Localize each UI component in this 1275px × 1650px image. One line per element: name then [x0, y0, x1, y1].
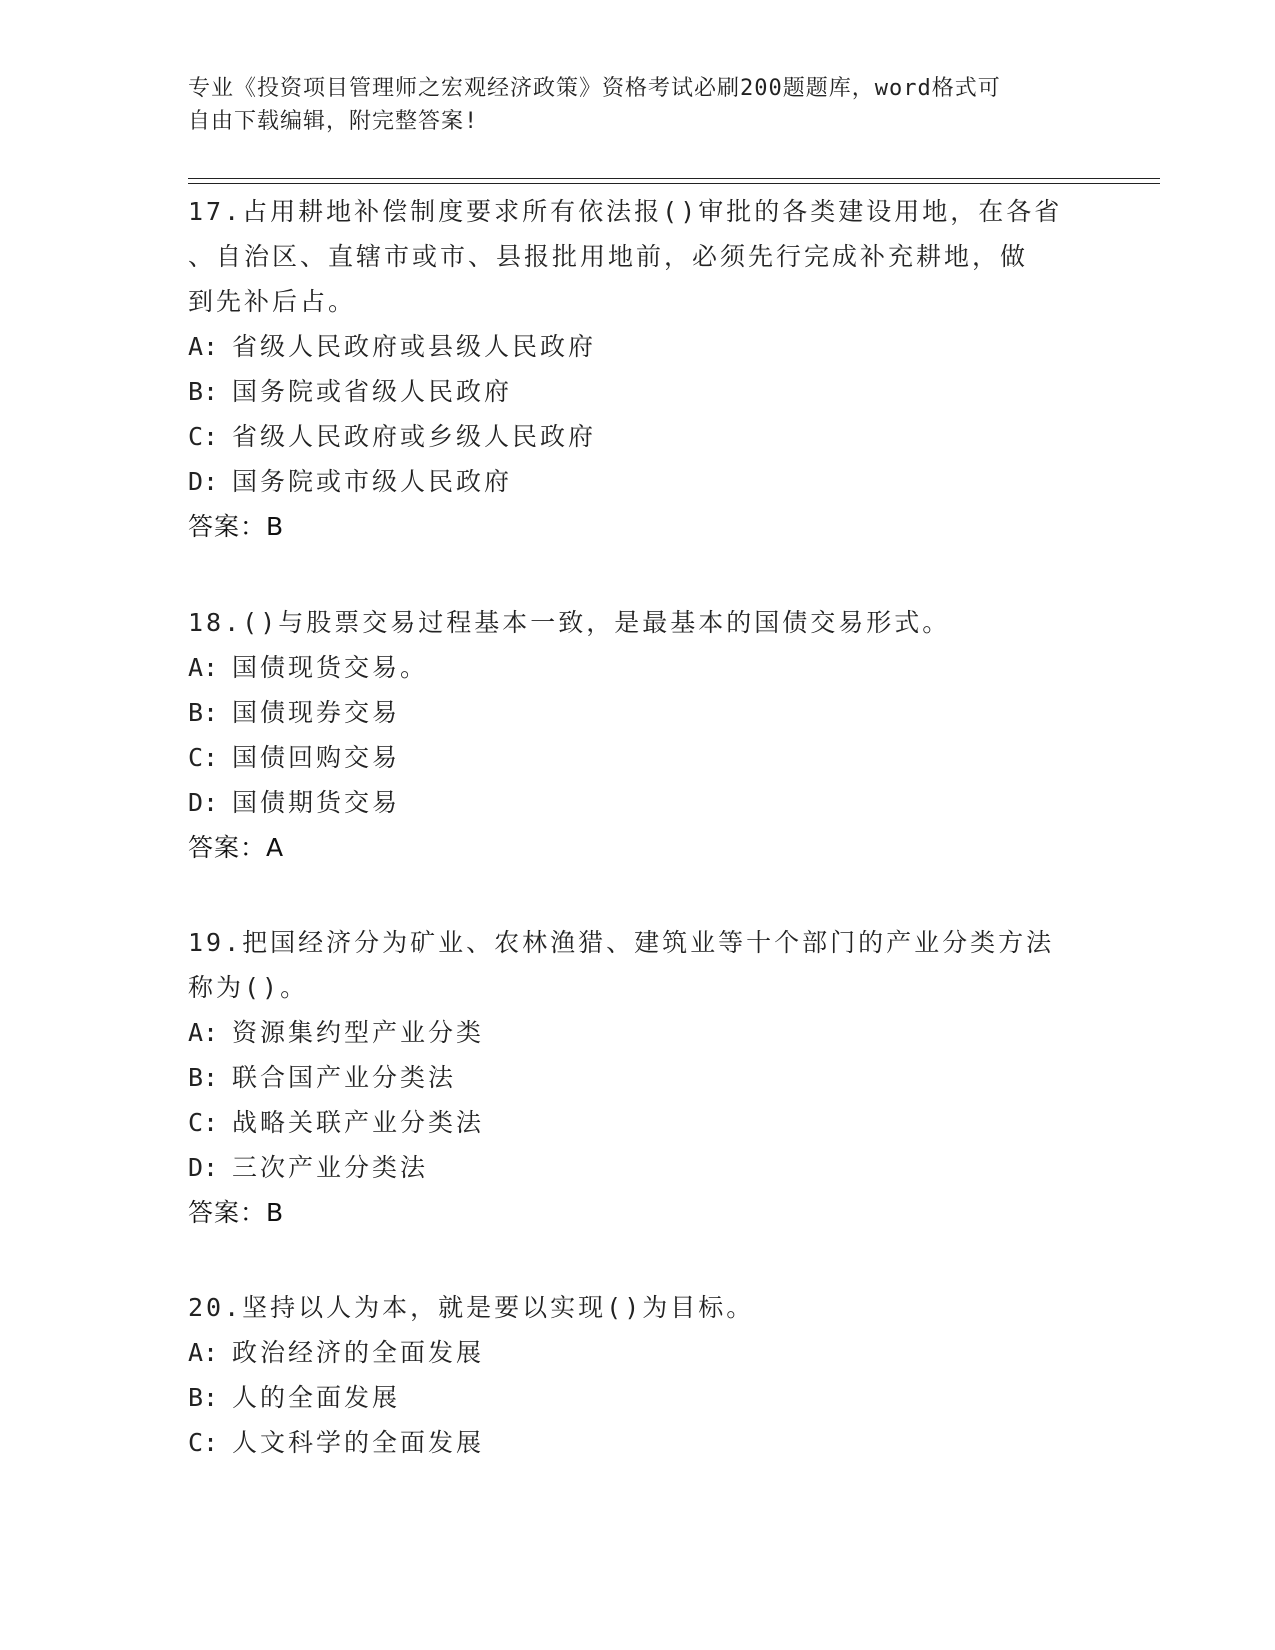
option-letter: C: [188, 1108, 219, 1137]
option-text: 国务院或市级人民政府 [232, 467, 513, 496]
option-c [188, 1420, 1088, 1465]
option-text: 国债现货交易。 [232, 653, 429, 682]
option-letter: D: [188, 1153, 219, 1182]
option-c [188, 735, 1088, 780]
option-b [188, 369, 1088, 414]
question-stem-line: 20.坚持以人为本，就是要以实现()为目标。 [188, 1293, 755, 1322]
option-text: 省级人民政府或乡级人民政府 [232, 422, 597, 451]
option-a [188, 324, 1088, 369]
option-text: 国债现券交易 [232, 698, 401, 727]
option-text: 人文科学的全面发展 [232, 1428, 485, 1457]
option-letter: C: [188, 1428, 219, 1457]
option-text: 战略关联产业分类法 [232, 1108, 485, 1137]
question-stem-line: 18.()与股票交易过程基本一致，是最基本的国债交易形式。 [188, 608, 951, 637]
option-letter: C: [188, 743, 219, 772]
option-text: 国务院或省级人民政府 [232, 377, 513, 406]
option-c [188, 414, 1088, 459]
option-b [188, 690, 1088, 735]
question-stem-line: 19.把国经济分为矿业、农林渔猎、建筑业等十个部门的产业分类方法 [188, 928, 1055, 957]
header-line-1: 专业《投资项目管理师之宏观经济政策》资格考试必刷200题题库，word格式可 [188, 76, 1001, 101]
option-a [188, 645, 1088, 690]
option-b [188, 1055, 1088, 1100]
question-stem-line: 17.占用耕地补偿制度要求所有依法报()审批的各类建设用地，在各省 [188, 197, 1063, 226]
option-letter: A: [188, 1018, 219, 1047]
option-d [188, 459, 1088, 504]
question-stem-line: 称为()。 [188, 973, 309, 1002]
option-letter: B: [188, 698, 219, 727]
option-text: 政治经济的全面发展 [232, 1338, 485, 1367]
option-letter: B: [188, 377, 219, 406]
option-text: 人的全面发展 [232, 1383, 401, 1412]
option-letter: B: [188, 1063, 219, 1092]
option-b [188, 1375, 1088, 1420]
question-20 [188, 1285, 1088, 1465]
document-header [188, 72, 1088, 138]
option-a [188, 1330, 1088, 1375]
option-d [188, 1145, 1088, 1190]
option-letter: A: [188, 332, 219, 361]
question-17 [188, 189, 1088, 549]
option-text: 三次产业分类法 [232, 1153, 429, 1182]
option-text: 联合国产业分类法 [232, 1063, 457, 1092]
answer-line: 答案：B [188, 1198, 285, 1227]
option-d [188, 780, 1088, 825]
option-letter: C: [188, 422, 219, 451]
question-19 [188, 920, 1088, 1235]
option-text: 资源集约型产业分类 [232, 1018, 485, 1047]
option-c [188, 1100, 1088, 1145]
option-text: 省级人民政府或县级人民政府 [232, 332, 597, 361]
option-letter: B: [188, 1383, 219, 1412]
answer-line: 答案：B [188, 512, 285, 541]
option-letter: A: [188, 653, 219, 682]
header-divider-bottom [188, 183, 1160, 184]
question-stem-line: 到先补后占。 [188, 287, 357, 316]
header-line-2: 自由下载编辑，附完整答案! [188, 109, 479, 134]
answer-line: 答案：A [188, 833, 285, 862]
question-stem-line: 、自治区、直辖市或市、县报批用地前，必须先行完成补充耕地，做 [188, 242, 1029, 271]
option-letter: D: [188, 788, 219, 817]
question-18 [188, 600, 1088, 870]
option-text: 国债回购交易 [232, 743, 401, 772]
option-letter: D: [188, 467, 219, 496]
header-divider-top [188, 178, 1160, 179]
option-a [188, 1010, 1088, 1055]
option-text: 国债期货交易 [232, 788, 401, 817]
option-letter: A: [188, 1338, 219, 1367]
